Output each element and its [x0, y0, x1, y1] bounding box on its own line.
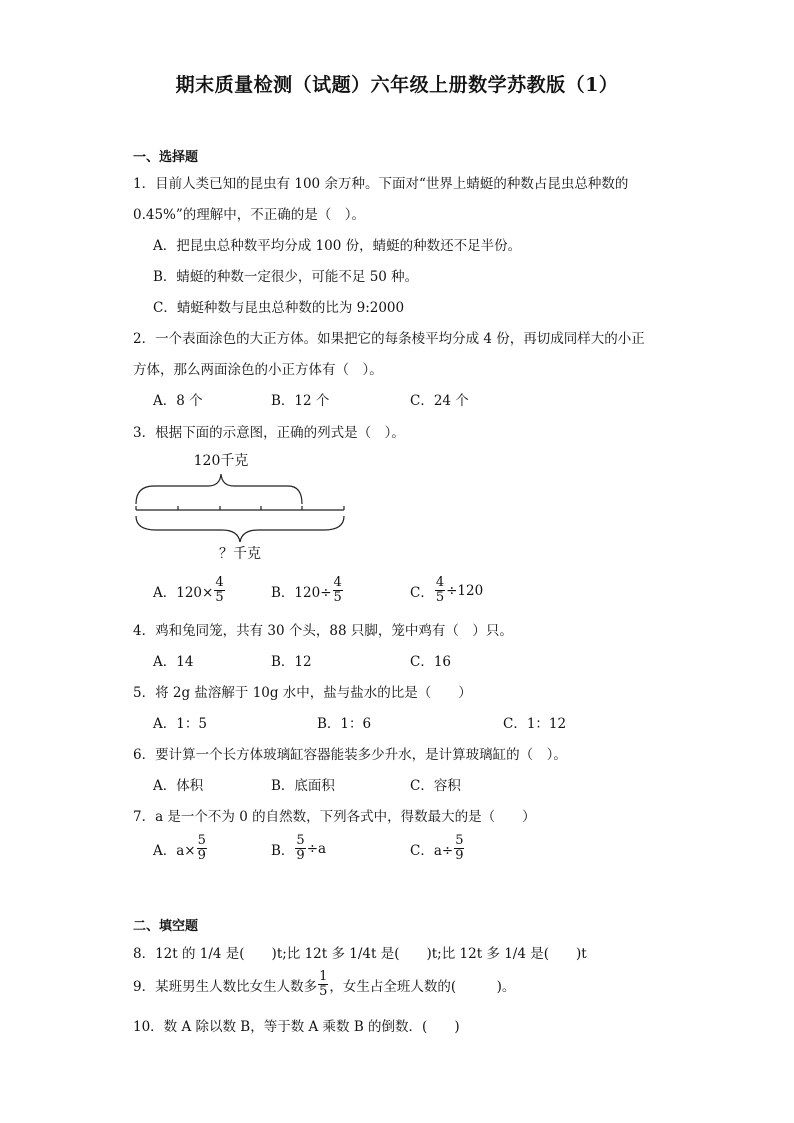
- frac-num: 4: [435, 575, 445, 590]
- q1-option-b: B．蜻蜓的种数一定很少，可能不足 50 种。: [153, 269, 419, 285]
- q5-option-c: C．1：12: [503, 716, 567, 732]
- fraction-5-9: [454, 834, 464, 863]
- q2-line1: 2．一个表面涂色的大正方体。如果把它的每条棱平均分成 4 份，再切成同样大的小正: [133, 331, 645, 347]
- frac-den: 9: [455, 848, 464, 863]
- q7-option-b-text: B．: [271, 842, 295, 859]
- frac-num: 1: [319, 969, 328, 984]
- q7-option-a-text: A．a×: [153, 842, 196, 859]
- q4-option-c: C．16: [410, 654, 452, 670]
- top-brace: [136, 474, 302, 504]
- q5-option-b: B．1：6: [317, 716, 372, 732]
- frac-den: 5: [435, 590, 445, 605]
- segment-diagram-svg: [130, 446, 360, 568]
- q5-line1: 5．将 2g 盐溶解于 10g 水中，盐与盐水的比是（ ）: [133, 685, 472, 701]
- fraction-4-5: [333, 576, 343, 605]
- q1-option-a: A．把昆虫总种数平均分成 100 份，蜻蜓的种数还不足半份。: [153, 238, 522, 254]
- q2-option-c: C．24 个: [410, 393, 469, 409]
- q4-option-a: A．14: [153, 654, 194, 670]
- fraction-5-9: [197, 834, 207, 863]
- fraction-4-5: [214, 576, 224, 605]
- fraction-5-9: [295, 834, 305, 863]
- q7-option-b-tail: ÷a: [306, 840, 327, 857]
- q5-option-a: A．1：5: [153, 716, 207, 732]
- q10-line1: 10．数 A 除以数 B，等于数 A 乘数 B 的倒数．( ): [133, 1019, 460, 1035]
- q7-option-a: [153, 834, 208, 863]
- q2-line2: 方体，那么两面涂色的小正方体有（ ）。: [133, 362, 383, 378]
- q9-text-pre: 9．某班男生人数比女生人数多: [133, 978, 318, 995]
- bottom-brace: [136, 516, 344, 542]
- frac-den: 5: [333, 590, 342, 605]
- frac-den: 5: [215, 590, 224, 605]
- page-title: 期末质量检测（试题）六年级上册数学苏教版（1）: [175, 74, 619, 96]
- q9-line: [133, 970, 515, 999]
- q3-option-c: [410, 576, 483, 605]
- q3-option-a: [153, 576, 226, 605]
- q3-option-c-text: C．: [410, 584, 434, 601]
- frac-num: 5: [296, 833, 305, 848]
- diagram-bottom-label: ？千克: [219, 546, 261, 562]
- q1-line2: 0.45%”的理解中，不正确的是（ ）。: [133, 207, 366, 223]
- diagram-top-label: 120千克: [193, 453, 249, 469]
- q3-option-b: [271, 576, 344, 605]
- frac-den: 9: [296, 848, 305, 863]
- q4-option-b: B．12: [271, 654, 312, 670]
- q3-line1: 3．根据下面的示意图，正确的列式是（ ）。: [133, 425, 405, 441]
- section-heading-choice: 一、选择题: [133, 150, 199, 165]
- q8-line1: 8．12t 的 1/4 是( )t;比 12t 多 1/4t 是( )t;比 12t 多 1/4 是( )t: [133, 946, 587, 962]
- q1-line1: 1．目前人类已知的昆虫有 100 余万种。下面对“世界上蜻蜓的种数占昆虫总种数的: [133, 176, 629, 192]
- q1-option-c: C．蜻蜓种数与昆虫总种数的比为 9:2000: [153, 300, 405, 316]
- q7-line1: 7．a 是一个不为 0 的自然数，下列各式中，得数最大的是（ ）: [133, 809, 536, 825]
- q2-option-a: A．8 个: [153, 393, 203, 409]
- frac-num: 4: [333, 575, 342, 590]
- frac-num: 5: [455, 833, 464, 848]
- q7-option-c: [410, 834, 465, 863]
- frac-num: 5: [197, 833, 206, 848]
- q6-line1: 6．要计算一个长方体玻璃缸容器能装多少升水，是计算玻璃缸的（ ）。: [133, 747, 567, 763]
- frac-den: 5: [319, 984, 328, 999]
- frac-num: 4: [215, 575, 224, 590]
- q3-option-a-text: A．120×: [153, 584, 214, 601]
- segment-diagram: [130, 446, 360, 568]
- section-heading-fill: 二、填空题: [133, 919, 199, 934]
- q2-option-b: B．12 个: [271, 393, 330, 409]
- q7-option-c-text: C．a÷: [410, 842, 454, 859]
- q6-option-a: A．体积: [153, 778, 204, 794]
- fraction-1-5: [318, 970, 328, 999]
- q9-text-post: ，女生占全班人数的( )。: [329, 978, 516, 995]
- q4-line1: 4．鸡和兔同笼，共有 30 个头，88 只脚，笼中鸡有（ ）只。: [133, 623, 513, 639]
- q3-option-c-tail: ÷120: [446, 582, 484, 599]
- q6-option-c: C．容积: [410, 778, 461, 794]
- q7-option-b: [271, 834, 326, 863]
- q3-option-b-text: B．120÷: [271, 584, 332, 601]
- fraction-4-5: [435, 576, 445, 605]
- q6-option-b: B．底面积: [271, 778, 335, 794]
- frac-den: 9: [197, 848, 206, 863]
